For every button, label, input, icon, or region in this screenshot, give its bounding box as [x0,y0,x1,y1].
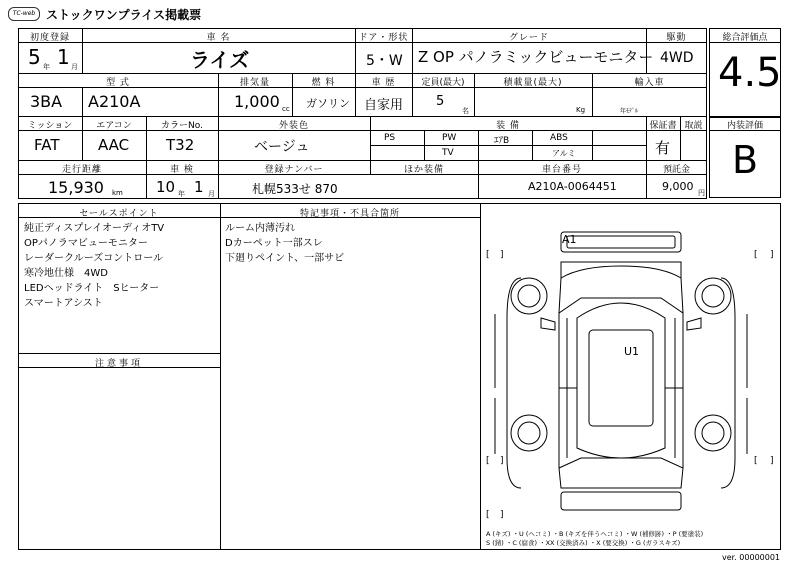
equip-abs: ABS [550,133,568,143]
overall-score: 4.5 [718,50,782,96]
reg-year: 5 [28,45,41,69]
door-type: 5・W [366,53,403,69]
header-drive: 駆動 [666,33,687,43]
reg-month-unit: 月 [71,63,78,71]
damage-legend-2: S (錆) ・C (腐食) ・XX (交換済み) ・X (要交換) ・G (ガラスキズ) [486,539,681,547]
price-unit: 円 [698,189,705,197]
displacement: 1,000 [234,92,280,111]
load-unit: Kg [576,106,586,114]
bracket-right-top: [ [754,250,758,260]
car-name: ライズ [190,48,250,72]
header-notes: 特記事項・不具合箇所 [299,209,400,219]
sales-points-list [24,221,164,311]
header-history: 車 歴 [371,78,396,88]
header-fuel: 燃 料 [311,78,336,88]
header-aircon: エアコン [96,121,132,131]
model-prefix: 3BA [30,92,63,111]
insp-month-unit: 月 [208,190,215,198]
header-grade: グレード [508,33,549,43]
sales-point-item: 純正ディスプレイオーディオTV [24,223,165,234]
header-import: 輸入車 [634,78,665,88]
sales-point-item: レーダークルーズコントロール [24,253,163,264]
aircon: AAC [98,136,130,154]
note-item: 下廻りペイント、一部サビ [225,253,345,264]
header-chassis: 車台番号 [541,165,582,175]
note-item: ルーム内薄汚れ [225,223,295,234]
color-no: T32 [166,136,195,154]
brand-logo: TC-web [8,7,40,21]
bracket-bottom-center-close: ] [500,510,504,520]
grade: Z OP パノラミックビューモニター [418,48,654,66]
header-overall: 総合評価点 [722,33,768,43]
capacity: 5 [436,94,445,109]
bracket-left-bottom-close: ] [500,456,504,466]
header-manual: 取説 [684,121,703,131]
header-cautions: 注意事項 [94,359,143,369]
sales-point-item: OPパノラマビューモニター [24,238,148,249]
plate-number: 札幌533せ 870 [252,182,338,196]
damage-mark-a1: A1 [562,233,577,246]
header-exterior-color: 外装色 [278,121,309,131]
insp-month: 1 [194,178,204,196]
header-mission: ミッション [27,121,73,131]
capacity-unit: 名 [462,107,469,115]
page-title: ストックワンプライス掲載票 [46,8,202,22]
drive: 4WD [660,50,694,66]
warranty: 有 [655,139,671,157]
version-label: ver. 00000001 [722,553,781,562]
bracket-right-bottom: [ [754,456,758,466]
header-warranty: 保証書 [649,121,677,131]
bracket-right-bottom-close: ] [770,456,774,466]
notes-list [225,221,344,266]
equip-airbag: ｴｱB [494,136,510,146]
bracket-right-top-close: ] [770,250,774,260]
header-equipment: 装 備 [496,121,520,131]
header-model: 型 式 [106,78,130,88]
fuel: ガソリン [306,97,350,110]
header-car-name: 車 名 [206,33,231,43]
header-other-equipment: ほか装備 [403,165,444,175]
sales-point-item: LEDヘッドライト Sヒーター [24,283,160,294]
sales-point-item: スマートアシスト [24,298,103,309]
chassis-number: A210A-0064451 [528,180,617,193]
history: 自家用 [364,98,404,113]
exterior-color: ベージュ [254,139,310,155]
header-displacement: 排気量 [239,78,270,88]
damage-mark-u1: U1 [624,345,640,358]
bracket-left-bottom: [ [486,456,490,466]
sales-point-item: 寒冷地仕様 4WD [24,268,108,279]
header-inspection: 車 検 [170,165,194,175]
header-capacity: 定員(最大) [421,78,465,88]
equip-alloy: アルミ [552,149,576,158]
header-interior: 内装評価 [726,121,763,131]
damage-legend-1: A (キズ) ・U (ヘコミ) ・B (キズを伴うヘコミ) ・W (補修跡) ・P (要塗装) [486,530,704,538]
header-price: 預託金 [662,165,690,175]
import-unit: 年ﾓﾃﾞﾙ [620,108,639,115]
header-load: 積載量(最大) [503,78,563,88]
mileage-unit: km [112,189,123,197]
insp-year: 10 [156,178,176,196]
deposit-price: 9,000 [662,180,694,193]
equip-pw: PW [442,133,457,143]
header-sales-points: セールスポイント [79,209,159,219]
equip-ps: PS [384,133,396,143]
header-mileage: 走行距離 [61,165,102,175]
bracket-left-top-close: ] [500,250,504,260]
bracket-bottom-center: [ [486,510,490,520]
insp-year-unit: 年 [178,190,185,198]
mileage: 15,930 [48,178,104,197]
header-first-reg: 初度登録 [29,33,70,43]
interior-score: B [732,138,759,182]
equip-tv: TV [442,148,454,158]
mission: FAT [34,136,60,154]
reg-year-unit: 年 [43,63,50,71]
header-color-no: カラーNo. [161,121,203,131]
car-damage-diagram [481,218,780,528]
model-code: A210A [88,92,141,111]
displacement-unit: cc [282,105,290,113]
note-item: Dカーペット一部スレ [225,238,323,249]
reg-month: 1 [57,45,70,69]
header-plate: 登録ナンバー [264,165,324,175]
bracket-left-top: [ [486,250,490,260]
header-door-type: ドア・形状 [358,33,409,43]
